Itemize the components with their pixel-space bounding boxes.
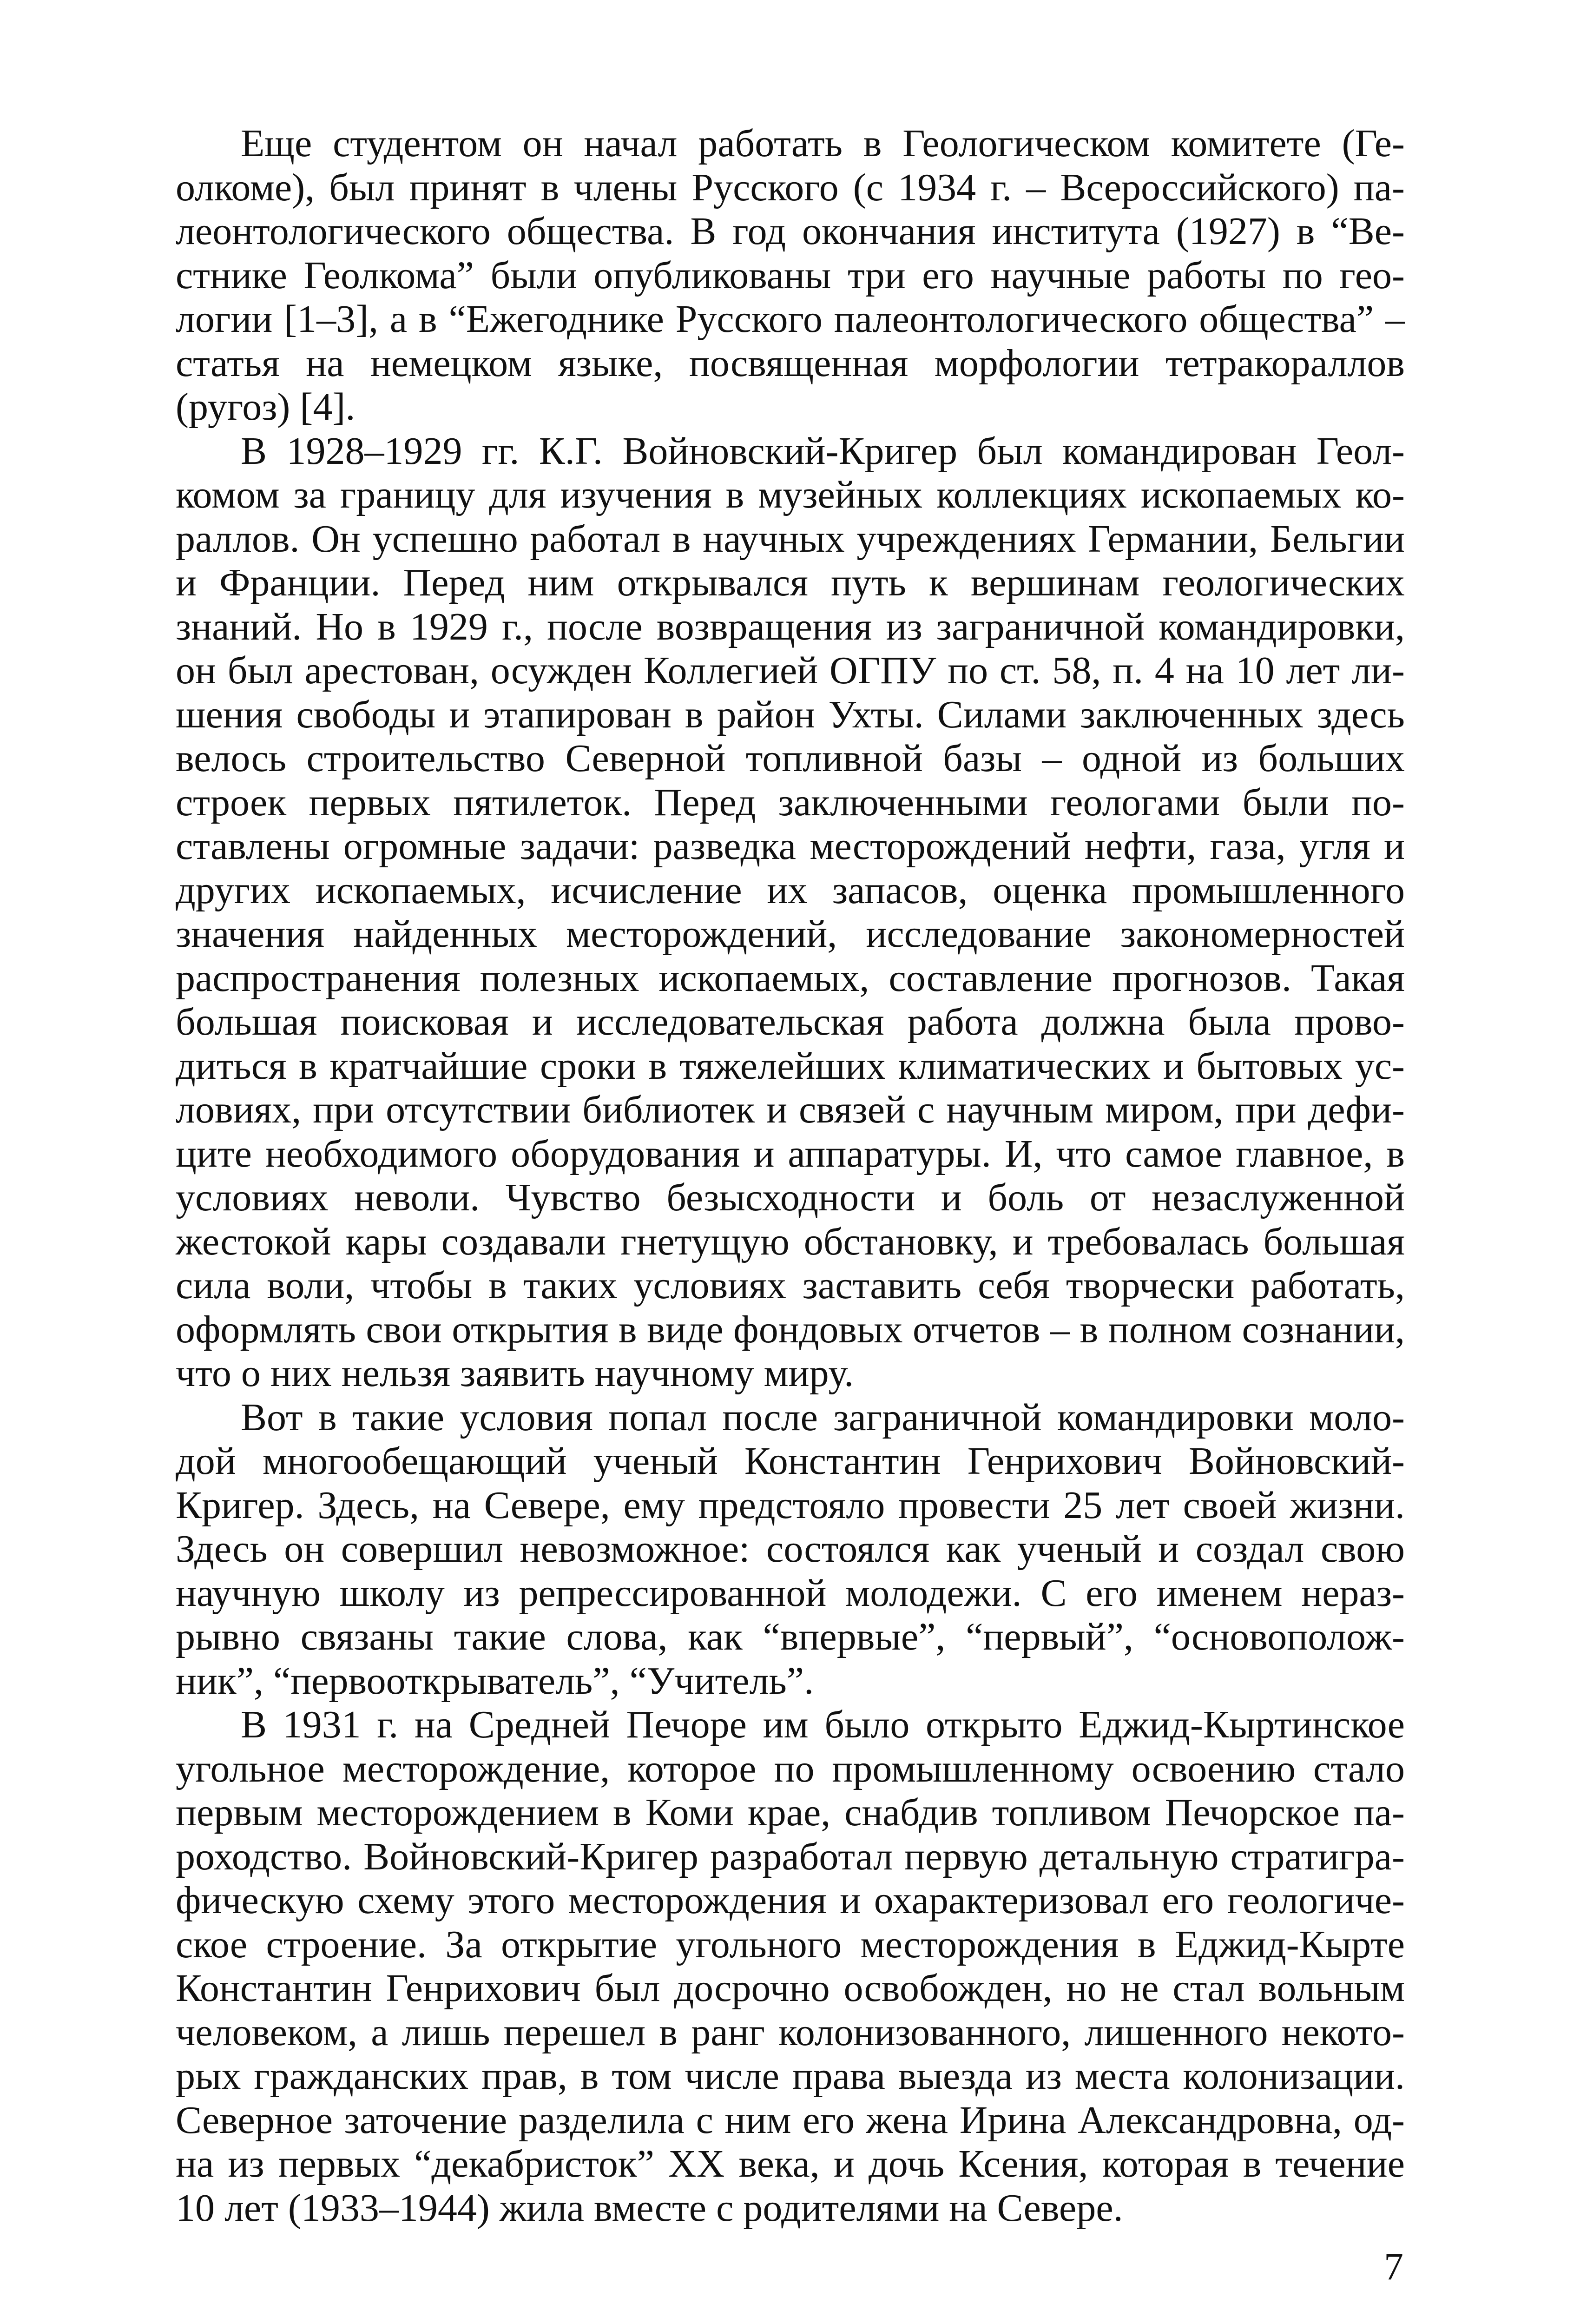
paragraph-4: В 1931 г. на Средней Печоре им было открыто Еджид-Кыртинское угольное месторождение, которое по промышленному освоению стало первым месторождением в Коми крае, снабдив топливом Печорское пароходство. Войновский-Кригер разработал первую детальную стратиграфическую схему этого месторождения и охарактеризовал его геологическое строение. За открытие угольного месторождения в Еджид-Кырте Константин Генрихович был досрочно освобожден, но не стал вольным человеком, а лишь перешел в ранг колонизованного, лишенного некоторых гражданских прав, в том числе права выезда из места колонизации. Северное заточение разделила с ним его жена Ирина Александровна, одна из первых “декабристок” XX века, и дочь Ксения, которая в течение 10 лет (1933–1944) жила вместе с родителями на Севере.: [176, 1703, 1405, 2230]
paragraph-1: Еще студентом он начал работать в Геологическом комитете (Геолкоме), был принят в члены Русского (с 1934 г. – Всероссийского) палеонтологического общества. В год окончания института (1927) в “Вестнике Геолкома” были опубликованы три его научные работы по геологии [1–3], а в “Ежегоднике Русского палеонтологического общества” – статья на немецком языке, посвященная морфологии тетракораллов (ругоз) [4].: [176, 122, 1405, 429]
paragraph-2: В 1928–1929 гг. К.Г. Войновский-Кригер был командирован Геолкомом за границу для изучения в музейных коллекциях ископаемых кораллов. Он успешно работал в научных учреждениях Германии, Бельгии и Франции. Перед ним открывался путь к вершинам геологических знаний. Но в 1929 г., после возвращения из заграничной командировки, он был арестован, осужден Коллегией ОГПУ по ст. 58, п. 4 на 10 лет лишения свободы и этапирован в район Ухты. Силами заключенных здесь велось строительство Северной топливной базы – одной из больших строек первых пятилеток. Перед заключенными геологами были поставлены огромные задачи: разведка месторождений нефти, газа, угля и других ископаемых, исчисление их запасов, оценка промышленного значения найденных месторождений, исследование закономерностей распространения полезных ископаемых, составление прогнозов. Такая большая поисковая и исследовательская работа должна была проводиться в кратчайшие сроки в тяжелейших климатических и бытовых условиях, при отсутствии библиотек и связей с научным миром, при дефиците необходимого оборудования и аппаратуры. И, что самое главное, в условиях неволи. Чувство безысходности и боль от незаслуженной жестокой кары создавали гнетущую обстановку, и требовалась большая сила воли, чтобы в таких условиях заставить себя творчески работать, оформлять свои открытия в виде фондовых отчетов – в полном сознании, что о них нельзя заявить научному миру.: [176, 429, 1405, 1395]
body-text: [176, 122, 1405, 2230]
page-number: 7: [1384, 2245, 1403, 2288]
paragraph-3: Вот в такие условия попал после заграничной командировки молодой многообещающий ученый Константин Генрихович Войновский-Кригер. Здесь, на Севере, ему предстояло провести 25 лет своей жизни. Здесь он совершил невозможное: состоялся как ученый и создал свою научную школу из репрессированной молодежи. С его именем неразрывно связаны такие слова, как “впервые”, “первый”, “основоположник”, “первооткрыватель”, “Учитель”.: [176, 1395, 1405, 1703]
